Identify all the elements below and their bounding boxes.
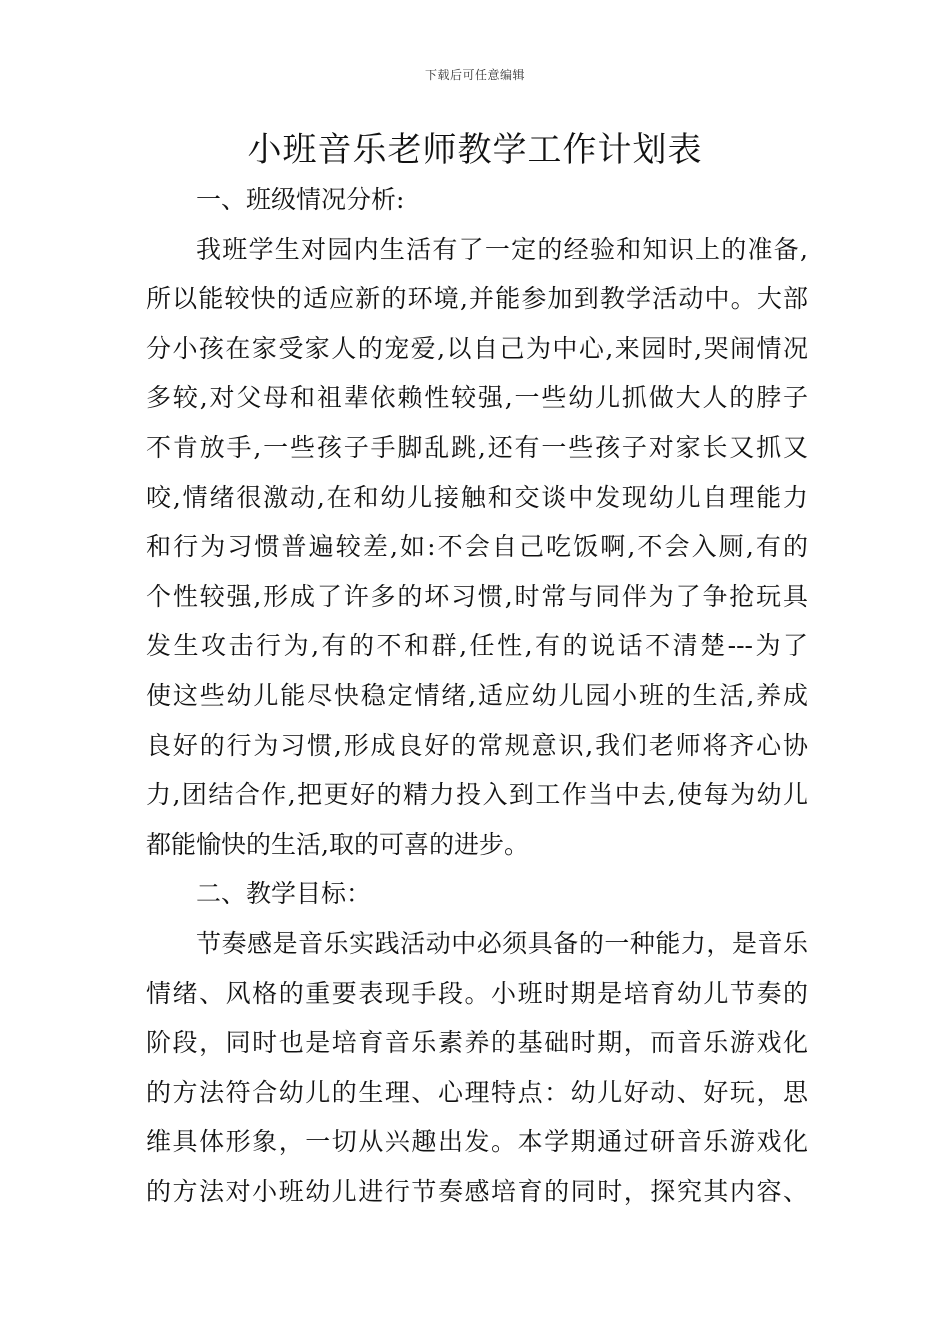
text-line: 使这些幼儿能尽快稳定情绪,适应幼儿园小班的生活,养成 [146, 680, 808, 710]
document-body [146, 175, 808, 1216]
text-line: 一、班级情况分析: [196, 185, 405, 214]
document-title: 小班音乐老师教学工作计划表 [247, 130, 703, 170]
text-line: 咬,情绪很激动,在和幼儿接触和交谈中发现幼儿自理能力 [146, 482, 808, 512]
text-line: 维具体形象，一切从兴趣出发。本学期通过研音乐游戏化 [146, 1127, 808, 1157]
text-line: 阶段，同时也是培育音乐素养的基础时期，而音乐游戏化 [146, 1028, 808, 1058]
header-note: 下载后可任意编辑 [424, 68, 525, 82]
text-line: 不肯放手,一些孩子手脚乱跳,还有一些孩子对家长又抓又 [146, 432, 808, 462]
text-line: 的方法符合幼儿的生理、心理特点：幼儿好动、好玩，思 [146, 1077, 808, 1107]
text-line: 节奏感是音乐实践活动中必须具备的一种能力，是音乐 [196, 928, 808, 958]
text-line: 发生攻击行为,有的不和群,任性,有的说话不清楚---为了 [146, 631, 808, 661]
text-line: 和行为习惯普遍较差,如:不会自己吃饭啊,不会入厕,有的 [146, 532, 808, 562]
text-line: 情绪、风格的重要表现手段。小班时期是培育幼儿节奏的 [146, 978, 808, 1008]
text-line: 多较,对父母和祖辈依赖性较强,一些幼儿抓做大人的脖子 [146, 383, 808, 413]
text-line: 我班学生对园内生活有了一定的经验和知识上的准备, [196, 234, 808, 264]
text-line: 个性较强,形成了许多的坏习惯,时常与同伴为了争抢玩具 [146, 581, 808, 611]
text-line: 分小孩在家受家人的宠爱,以自己为中心,来园时,哭闹情况 [146, 333, 808, 363]
text-line: 的方法对小班幼儿进行节奏感培育的同时，探究其内容、 [146, 1176, 808, 1206]
text-line: 二、教学目标： [196, 879, 372, 909]
text-line: 都能愉快的生活,取的可喜的进步。 [146, 829, 529, 859]
text-line: 良好的行为习惯,形成良好的常规意识,我们老师将齐心协 [146, 730, 808, 760]
text-line: 力,团结合作,把更好的精力投入到工作当中去,使每为幼儿 [146, 780, 808, 810]
text-line: 所以能较快的适应新的环境,并能参加到教学活动中。大部 [146, 284, 808, 314]
